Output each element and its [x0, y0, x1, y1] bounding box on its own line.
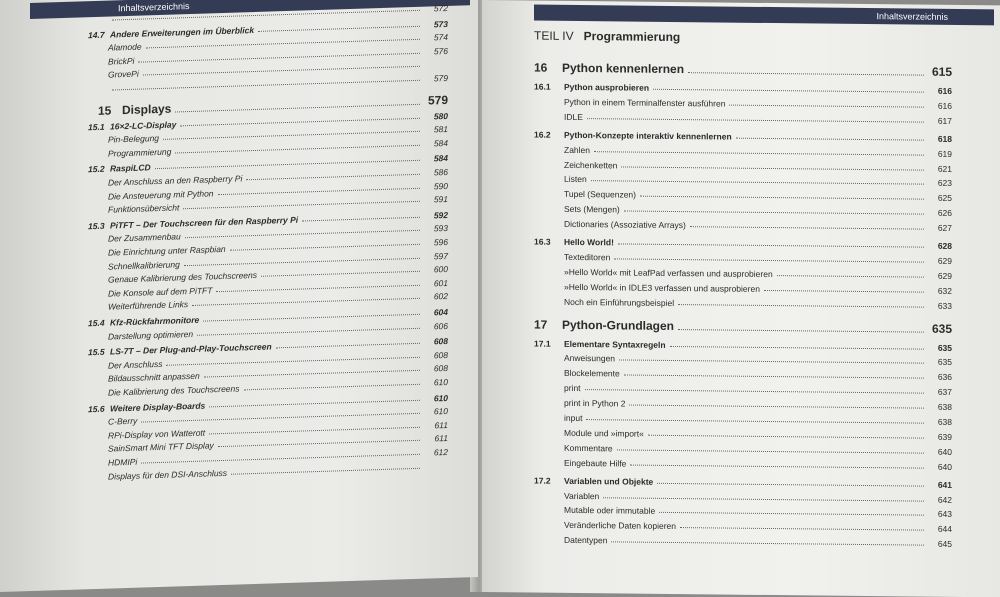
toc-page-number: 606	[433, 320, 448, 331]
toc-number: 15.1	[88, 121, 105, 132]
toc-number: 15	[98, 103, 112, 118]
toc-page-number: 640	[937, 461, 952, 472]
toc-entry	[564, 413, 952, 427]
toc-page-number: 626	[937, 207, 952, 219]
toc-leader	[611, 541, 924, 546]
toc-title: Tupel (Sequenzen)	[564, 189, 636, 200]
toc-entry	[534, 237, 952, 251]
toc-page-number: 590	[433, 180, 448, 191]
part-number: TEIL IV	[534, 28, 574, 43]
right-page	[482, 0, 1000, 597]
toc-page-number: 584	[433, 153, 448, 164]
toc-page-number: 629	[937, 270, 952, 281]
toc-page-number: 617	[937, 115, 952, 126]
toc-leader	[585, 388, 924, 394]
toc-title: Displays für den DSI-Anschluss	[108, 467, 228, 482]
toc-page-number: 635	[931, 321, 952, 336]
toc-title: Weiterführende Links	[108, 299, 189, 312]
toc-page-number: 632	[937, 285, 952, 296]
toc-leader	[112, 9, 420, 21]
toc-leader	[209, 426, 420, 435]
toc-page-number: 615	[931, 64, 952, 79]
toc-page-number: 592	[433, 209, 448, 221]
toc-leader	[640, 195, 924, 200]
toc-title: Funktionsübersicht	[108, 202, 180, 215]
toc-title: Datentypen	[564, 535, 608, 546]
toc-number: 14.7	[88, 29, 105, 40]
toc-page-number: 623	[937, 178, 952, 189]
toc-title: Python-Konzepte interaktiv kennenlernen	[564, 129, 732, 142]
toc-entry	[564, 383, 952, 397]
right-running-header: Inhaltsverzeichnis	[534, 5, 994, 26]
toc-title: SainSmart Mini TFT Display	[108, 440, 214, 454]
toc-page-number: 610	[433, 376, 448, 388]
toc-entry	[564, 520, 952, 534]
toc-title: Kfz-Rückfahrmonitore	[110, 314, 200, 328]
toc-leader	[729, 103, 924, 107]
toc-title: Der Zusammenbau	[108, 231, 181, 244]
toc-entry	[564, 296, 952, 310]
toc-title: Kommentare	[564, 442, 613, 454]
toc-leader	[216, 284, 420, 292]
toc-leader	[678, 303, 924, 308]
toc-title: Texteditoren	[564, 251, 611, 263]
toc-leader	[183, 200, 420, 209]
toc-page-number: 629	[937, 255, 952, 266]
toc-title: RaspiLCD	[110, 162, 151, 174]
toc-entry	[564, 535, 952, 549]
toc-title: 16×2-LC-Display	[110, 119, 177, 132]
toc-number: 16.3	[534, 236, 551, 247]
toc-title: Der Anschluss an den Raspberry Pi	[108, 173, 243, 188]
toc-leader	[624, 374, 924, 379]
toc-page-number: 608	[433, 336, 448, 347]
toc-leader	[653, 88, 924, 93]
toc-entry	[534, 317, 952, 335]
toc-leader	[175, 102, 420, 112]
toc-leader	[688, 71, 924, 75]
toc-leader	[184, 256, 420, 265]
toc-title: Python ausprobieren	[564, 81, 650, 93]
toc-page-number: 610	[433, 406, 448, 417]
toc-leader	[185, 229, 420, 238]
toc-page-number: 574	[433, 32, 448, 43]
toc-entry	[534, 338, 952, 352]
toc-page-number: 645	[937, 538, 952, 550]
toc-leader	[218, 439, 420, 447]
toc-page-number: 644	[937, 524, 952, 535]
toc-leader	[591, 180, 924, 185]
toc-leader	[586, 418, 924, 424]
toc-page-number: 643	[937, 509, 952, 520]
toc-leader	[594, 150, 924, 155]
toc-page-number: 608	[433, 349, 448, 361]
toc-entry	[564, 398, 952, 412]
toc-title: »Hello World« mit LeafPad verfassen und ausprobieren	[564, 266, 773, 279]
toc-leader	[276, 342, 420, 349]
toc-leader	[777, 274, 924, 278]
toc-title: input	[564, 412, 583, 424]
toc-title: Programmierung	[108, 146, 172, 159]
toc-leader	[680, 526, 924, 531]
toc-page-number: 641	[937, 479, 952, 490]
toc-page-number: 608	[433, 363, 448, 374]
toc-page-number: 611	[434, 433, 448, 444]
toc-title: print	[564, 383, 581, 394]
toc-title: Displays	[122, 101, 172, 117]
toc-entry	[564, 368, 952, 382]
left-page	[0, 0, 478, 592]
toc-title: Zeichenketten	[564, 159, 618, 170]
toc-page-number: 639	[937, 431, 952, 442]
toc-page-number: 633	[937, 300, 952, 311]
toc-leader	[617, 448, 924, 453]
toc-entry	[564, 428, 952, 442]
toc-title: Eingebaute Hilfe	[564, 457, 627, 469]
toc-title: Python in einem Terminalfenster ausführen	[564, 96, 726, 109]
toc-leader	[230, 243, 420, 251]
toc-leader	[231, 466, 420, 474]
toc-title: PiTFT – Der Touchscreen für den Raspberry Pi	[110, 214, 299, 231]
toc-page-number: 579	[433, 72, 448, 84]
toc-leader	[209, 398, 420, 407]
toc-title: Variablen und Objekte	[564, 475, 654, 487]
toc-title: IDLE	[564, 111, 583, 122]
toc-page-number: 635	[937, 357, 952, 368]
toc-title: C-Berry	[108, 415, 138, 427]
toc-leader	[258, 24, 420, 31]
toc-title: Sets (Mengen)	[564, 204, 620, 215]
toc-page-number: 602	[433, 291, 448, 302]
toc-title: Die Konsole auf dem PiTFT	[108, 285, 213, 299]
toc-page-number: 581	[433, 124, 448, 135]
toc-page-number: 600	[433, 264, 448, 275]
toc-entry	[564, 443, 952, 457]
toc-title: Der Anschluss	[108, 358, 163, 371]
toc-entry	[534, 61, 952, 79]
toc-title: Blockelemente	[564, 368, 620, 379]
toc-page-number: 642	[937, 494, 952, 505]
toc-leader	[261, 270, 420, 277]
toc-leader	[192, 297, 420, 306]
toc-page-number: 579	[427, 92, 448, 108]
toc-title: Bildausschnitt anpassen	[108, 371, 200, 384]
toc-entry	[564, 219, 952, 233]
toc-page-number	[424, 67, 448, 68]
toc-title: RPi-Display von Watterott	[108, 427, 206, 441]
toc-entry	[564, 144, 952, 158]
toc-leader	[621, 165, 924, 170]
toc-title: Veränderliche Daten kopieren	[564, 520, 676, 532]
toc-page-number: 596	[433, 236, 448, 248]
toc-leader	[736, 136, 924, 140]
toc-leader	[630, 463, 924, 468]
toc-page-number: 573	[433, 18, 448, 29]
toc-title: print in Python 2	[564, 397, 626, 409]
toc-leader	[112, 79, 420, 91]
toc-number: 17.1	[534, 338, 551, 349]
toc-title: GrovePi	[108, 69, 139, 80]
toc-title: Hello World!	[564, 236, 614, 248]
toc-page-number: 586	[433, 166, 448, 178]
toc-page-number: 612	[433, 446, 448, 458]
toc-page-number: 580	[433, 110, 448, 121]
toc-page-number: 611	[434, 419, 448, 431]
toc-number: 16.1	[534, 81, 551, 92]
toc-entry	[564, 458, 952, 472]
toc-leader	[203, 313, 420, 322]
left-toc	[0, 0, 478, 592]
toc-page-number	[424, 469, 448, 470]
toc-entry	[564, 282, 952, 296]
toc-page-number: 625	[937, 193, 952, 204]
toc-entry	[534, 82, 952, 96]
toc-leader	[180, 116, 420, 126]
toc-leader	[629, 404, 924, 409]
toc-number: 17.2	[534, 475, 551, 486]
toc-page-number: 635	[937, 342, 952, 353]
toc-number: 15.6	[88, 403, 105, 414]
toc-title: Anweisungen	[564, 353, 616, 364]
toc-number: 15.5	[88, 346, 105, 358]
toc-number: 16.2	[534, 129, 551, 140]
toc-entry	[534, 129, 952, 143]
toc-page-number: 636	[937, 372, 952, 383]
toc-leader	[678, 328, 924, 333]
toc-page-number: 616	[937, 85, 952, 96]
toc-leader	[670, 344, 924, 349]
toc-leader	[175, 144, 420, 154]
toc-page-number: 601	[433, 277, 448, 289]
toc-title: LS-7T – Der Plug-and-Play-Touchscreen	[110, 341, 272, 357]
toc-page-number: 597	[433, 250, 448, 261]
toc-title: Genaue Kalibrierung des Touchscreens	[108, 270, 258, 285]
toc-leader	[204, 369, 420, 378]
toc-title: Python kennenlernen	[562, 60, 685, 77]
toc-page-number: 604	[433, 306, 448, 318]
toc-number: 17	[534, 317, 548, 332]
toc-page-number: 572	[433, 2, 448, 14]
toc-title: Dictionaries (Assoziative Arrays)	[564, 218, 686, 231]
toc-entry	[564, 189, 952, 203]
toc-title: Elementare Syntaxregeln	[564, 338, 666, 350]
toc-entry	[564, 112, 952, 126]
toc-leader	[659, 511, 924, 516]
toc-title: Python-Grundlagen	[562, 317, 674, 333]
right-toc	[482, 0, 1000, 597]
toc-leader	[764, 289, 924, 293]
toc-page-number: 610	[433, 392, 448, 403]
toc-leader	[603, 496, 924, 501]
toc-title: Weitere Display-Boards	[110, 400, 206, 414]
toc-title: Zahlen	[564, 144, 590, 155]
toc-title: Darstellung optimieren	[108, 328, 194, 342]
toc-leader	[163, 130, 420, 140]
toc-entry	[564, 252, 952, 266]
toc-entry	[564, 267, 952, 281]
toc-number: 15.4	[88, 317, 105, 329]
toc-entry	[564, 353, 952, 367]
toc-leader	[302, 216, 420, 222]
toc-number: 15.3	[88, 220, 105, 232]
toc-number: 15.2	[88, 164, 105, 175]
toc-leader	[657, 481, 924, 486]
toc-page-number: 628	[937, 240, 952, 251]
toc-page-number: 627	[937, 222, 952, 234]
toc-page-number: 638	[937, 416, 952, 427]
toc-title: Schnellkalibrierung	[108, 258, 180, 272]
toc-page-number: 618	[937, 133, 952, 144]
toc-entry	[564, 159, 952, 173]
toc-page-number: 638	[937, 401, 952, 413]
toc-title: Die Ansteuerung mit Python	[108, 187, 214, 202]
toc-page-number: 593	[433, 223, 448, 234]
toc-leader	[155, 159, 420, 169]
toc-title: Andere Erweiterungen im Überblick	[110, 24, 255, 40]
toc-entry	[564, 490, 952, 504]
toc-leader	[618, 242, 924, 247]
toc-page-number: 616	[937, 100, 952, 111]
toc-page-number: 640	[937, 446, 952, 457]
toc-number: 16	[534, 60, 548, 75]
toc-leader	[648, 434, 924, 439]
toc-leader	[587, 117, 924, 123]
toc-title: »Hello World« in IDLE3 verfassen und ausprobieren	[564, 281, 760, 294]
toc-title: Noch ein Einführungsbeispiel	[564, 296, 675, 308]
toc-leader	[166, 356, 420, 366]
toc-entry	[534, 475, 952, 489]
toc-entry	[564, 204, 952, 218]
toc-page-number: 576	[433, 45, 448, 57]
toc-title: Variablen	[564, 490, 600, 501]
toc-title: BrickPi	[108, 55, 135, 67]
toc-title: Die Einrichtung unter Raspbian	[108, 243, 226, 258]
toc-title: Pin-Belegung	[108, 133, 160, 145]
toc-page-number: 637	[937, 386, 952, 398]
toc-title: Module und »import«	[564, 427, 644, 439]
toc-title: HDMIPi	[108, 456, 138, 468]
toc-entry	[564, 505, 952, 519]
toc-entry	[564, 97, 952, 111]
toc-entry	[564, 174, 952, 188]
toc-page-number: 619	[937, 148, 952, 159]
toc-leader	[614, 257, 924, 262]
toc-leader	[246, 173, 420, 180]
toc-page-number: 621	[937, 163, 952, 174]
left-running-header: Inhaltsverzeichnis	[30, 0, 470, 19]
toc-leader	[218, 186, 420, 194]
toc-title: Listen	[564, 174, 587, 185]
toc-title: Alamode	[108, 41, 142, 53]
toc-page-number: 584	[433, 137, 448, 149]
part-title: Programmierung	[583, 29, 681, 45]
toc-page-number: 591	[433, 194, 448, 205]
toc-leader	[690, 225, 924, 229]
toc-leader	[197, 326, 420, 335]
toc-leader	[624, 210, 924, 215]
toc-leader	[619, 359, 924, 364]
toc-title: Die Kalibrierung des Touchscreens	[108, 383, 240, 398]
toc-leader	[244, 383, 420, 391]
toc-title: Mutable oder immutable	[564, 505, 656, 517]
